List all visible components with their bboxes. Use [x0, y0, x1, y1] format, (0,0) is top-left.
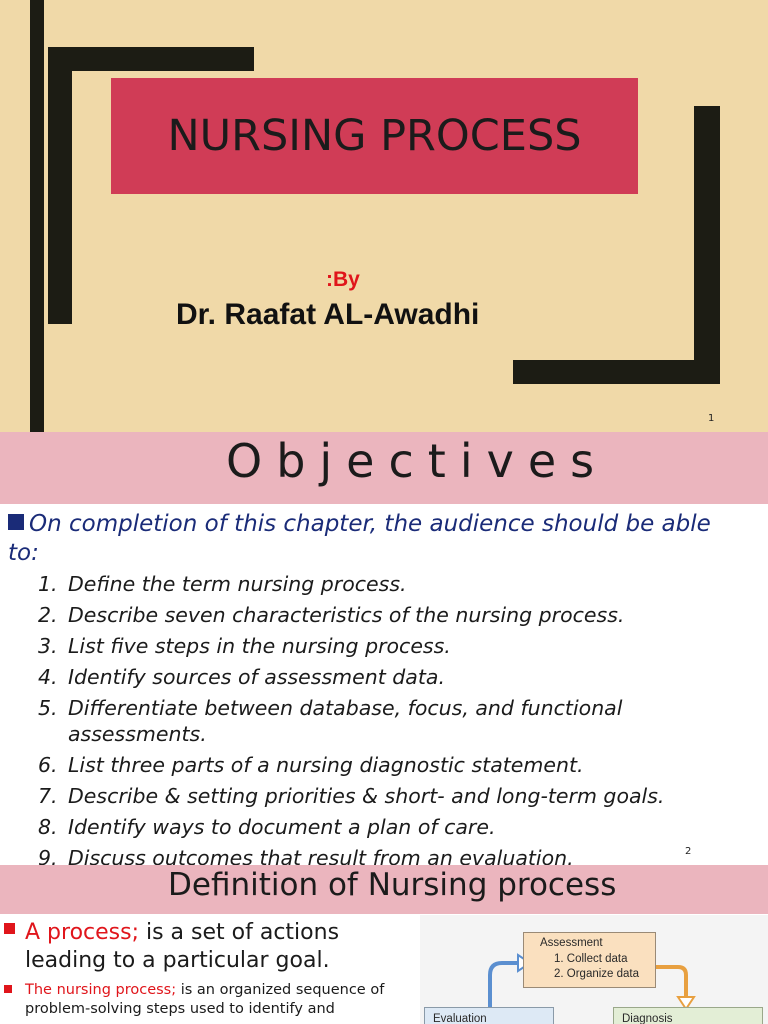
objective-item: [38, 633, 748, 659]
bullet-term: The nursing process;: [25, 982, 177, 998]
objective-text: Describe & setting priorities & short- and long-term goals.: [68, 784, 665, 808]
assessment-item: 2. Organize data: [554, 968, 640, 980]
objective-number: 4.: [38, 665, 58, 689]
definition-heading: Definition of Nursing process: [168, 867, 617, 903]
objectives-list: [38, 571, 748, 865]
objective-text: Discuss outcomes that result from an evaluation.: [68, 846, 574, 865]
objective-text: Identify ways to document a plan of care.: [68, 815, 496, 839]
author-name: Dr. Raafat AL-Awadhi: [176, 298, 480, 331]
objective-item: [38, 695, 748, 747]
objective-item: [38, 814, 748, 840]
objective-number: 8.: [38, 815, 58, 839]
objective-number: 2.: [38, 603, 58, 627]
bullet-text: is a set of actions leading to a particular goal.: [25, 920, 340, 973]
intro-text: On completion of this chapter, the audience should be able to:: [8, 511, 711, 566]
bullet-term: A process;: [25, 920, 139, 945]
objective-item: [38, 664, 748, 690]
evaluation-label: Evaluation: [433, 1013, 487, 1024]
square-bullet-icon: [8, 514, 24, 530]
assessment-item: 1. Collect data: [554, 953, 628, 965]
by-label: :By: [326, 268, 360, 291]
objective-number: 1.: [38, 572, 58, 596]
objective-text: List three parts of a nursing diagnostic statement.: [68, 753, 584, 777]
decor-bar-top-horizontal: [48, 47, 254, 71]
assessment-title: Assessment: [540, 937, 603, 949]
page-number: 2: [685, 846, 692, 857]
objective-text: Describe seven characteristics of the nursing process.: [68, 603, 625, 627]
decor-bar-right-vertical: [694, 106, 720, 384]
decor-bar-bottom-horizontal: [513, 360, 720, 384]
objective-item: [38, 602, 748, 628]
arrow-assessment-to-diagnosis: [656, 967, 686, 999]
slide-title: [0, 0, 768, 432]
slide-title-text: NURSING PROCESS: [167, 111, 582, 161]
objective-item: [38, 845, 748, 865]
diagnosis-label: Diagnosis: [622, 1013, 673, 1024]
objective-text: Differentiate between database, focus, and functional assessments.: [68, 696, 623, 746]
objective-item: [38, 571, 748, 597]
objective-text: Identify sources of assessment data.: [68, 665, 445, 689]
bullet-text: is an organized sequence of problem-solving steps used to identify and: [25, 982, 385, 1017]
decor-bar-inner-vertical: [48, 47, 72, 324]
intro-paragraph: [8, 510, 748, 568]
objective-number: 6.: [38, 753, 58, 777]
objective-item: [38, 752, 748, 778]
page-number: 1: [708, 413, 715, 424]
assessment-box: [523, 932, 656, 988]
objective-text: List five steps in the nursing process.: [68, 634, 451, 658]
decor-bar-left-vertical: [30, 0, 44, 432]
slide-definition: [0, 865, 768, 1024]
objective-number: 9.: [38, 846, 58, 865]
objective-number: 3.: [38, 634, 58, 658]
objective-item: [38, 783, 748, 809]
diagnosis-box: [613, 1007, 763, 1024]
objectives-heading: Objectives: [226, 434, 609, 488]
evaluation-box: [424, 1007, 554, 1024]
bullet-nursing-process: [4, 981, 408, 1019]
nursing-process-diagram: [420, 915, 768, 1024]
objective-text: Define the term nursing process.: [68, 572, 407, 596]
slide-objectives: [0, 432, 768, 865]
objective-number: 7.: [38, 784, 58, 808]
bullet-process: [4, 919, 404, 975]
objective-number: 5.: [38, 696, 58, 720]
